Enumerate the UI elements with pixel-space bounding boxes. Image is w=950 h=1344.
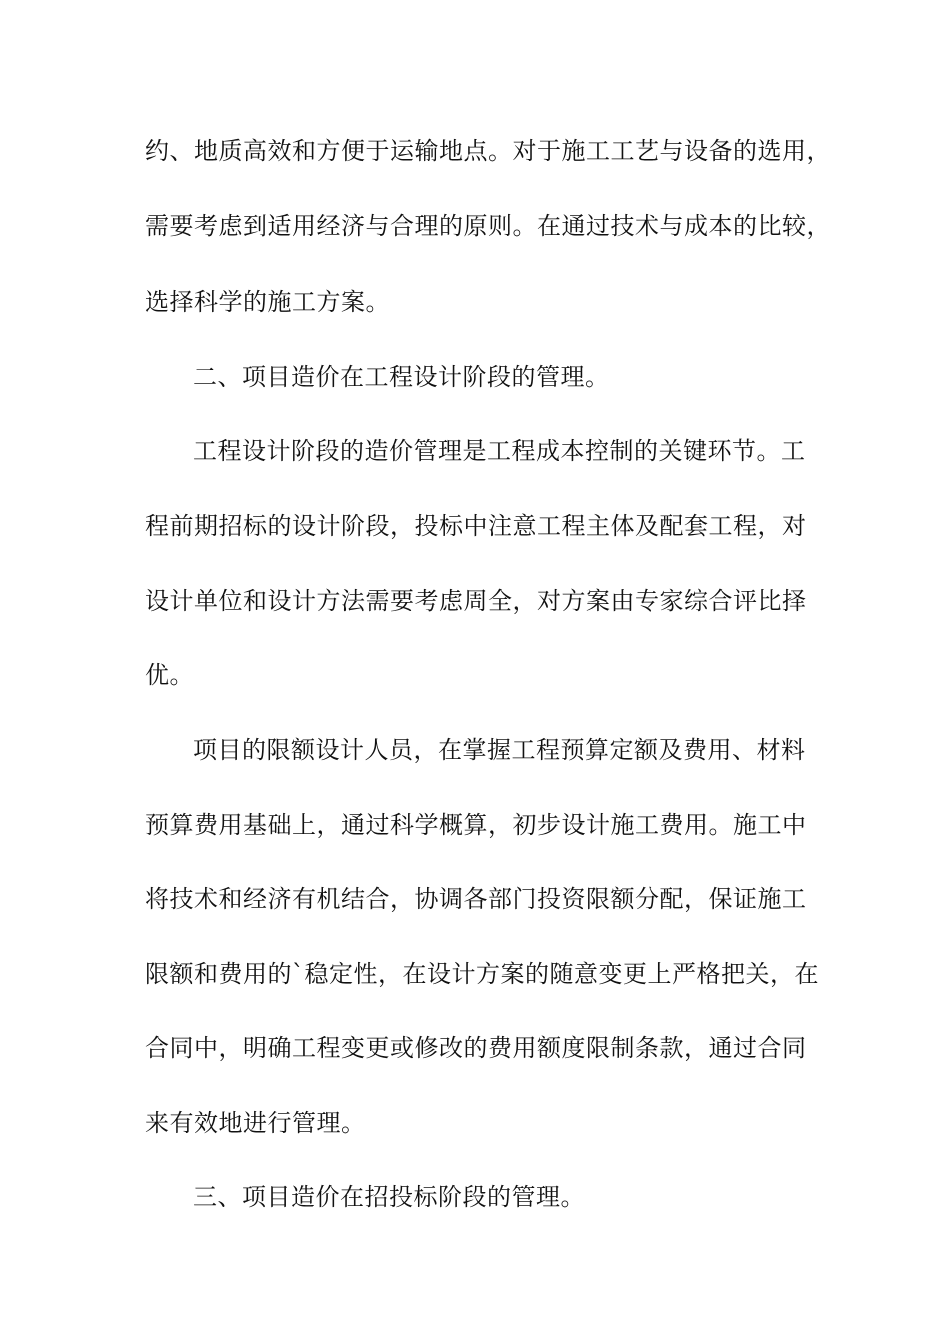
text-line: 约、地质高效和方便于运输地点。对于施工工艺与设备的选用，: [145, 137, 831, 165]
section-heading: 二、项目造价在工程设计阶段的管理。: [193, 363, 610, 391]
text-line: 设计单位和设计方法需要考虑周全，对方案由专家综合评比择: [145, 587, 807, 615]
text-line: 将技术和经济有机结合，协调各部门投资限额分配，保证施工: [145, 885, 807, 913]
text-line: 选择科学的施工方案。: [145, 288, 390, 316]
text-line: 预算费用基础上，通过科学概算，初步设计施工费用。施工中: [145, 811, 807, 839]
section-heading: 三、项目造价在招投标阶段的管理。: [193, 1183, 585, 1211]
text-line: 合同中，明确工程变更或修改的费用额度限制条款，通过合同: [145, 1034, 807, 1062]
text-line: 优。: [145, 661, 194, 689]
text-line: 来有效地进行管理。: [145, 1109, 366, 1137]
text-line: 工程设计阶段的造价管理是工程成本控制的关键环节。工: [193, 437, 806, 465]
text-line: 限额和费用的`稳定性，在设计方案的随意变更上严格把关，在: [145, 960, 819, 988]
text-line: 需要考虑到适用经济与合理的原则。在通过技术与成本的比较，: [145, 212, 831, 240]
text-line: 程前期招标的设计阶段，投标中注意工程主体及配套工程，对: [145, 512, 807, 540]
text-line: 项目的限额设计人员，在掌握工程预算定额及费用、材料: [193, 736, 806, 764]
